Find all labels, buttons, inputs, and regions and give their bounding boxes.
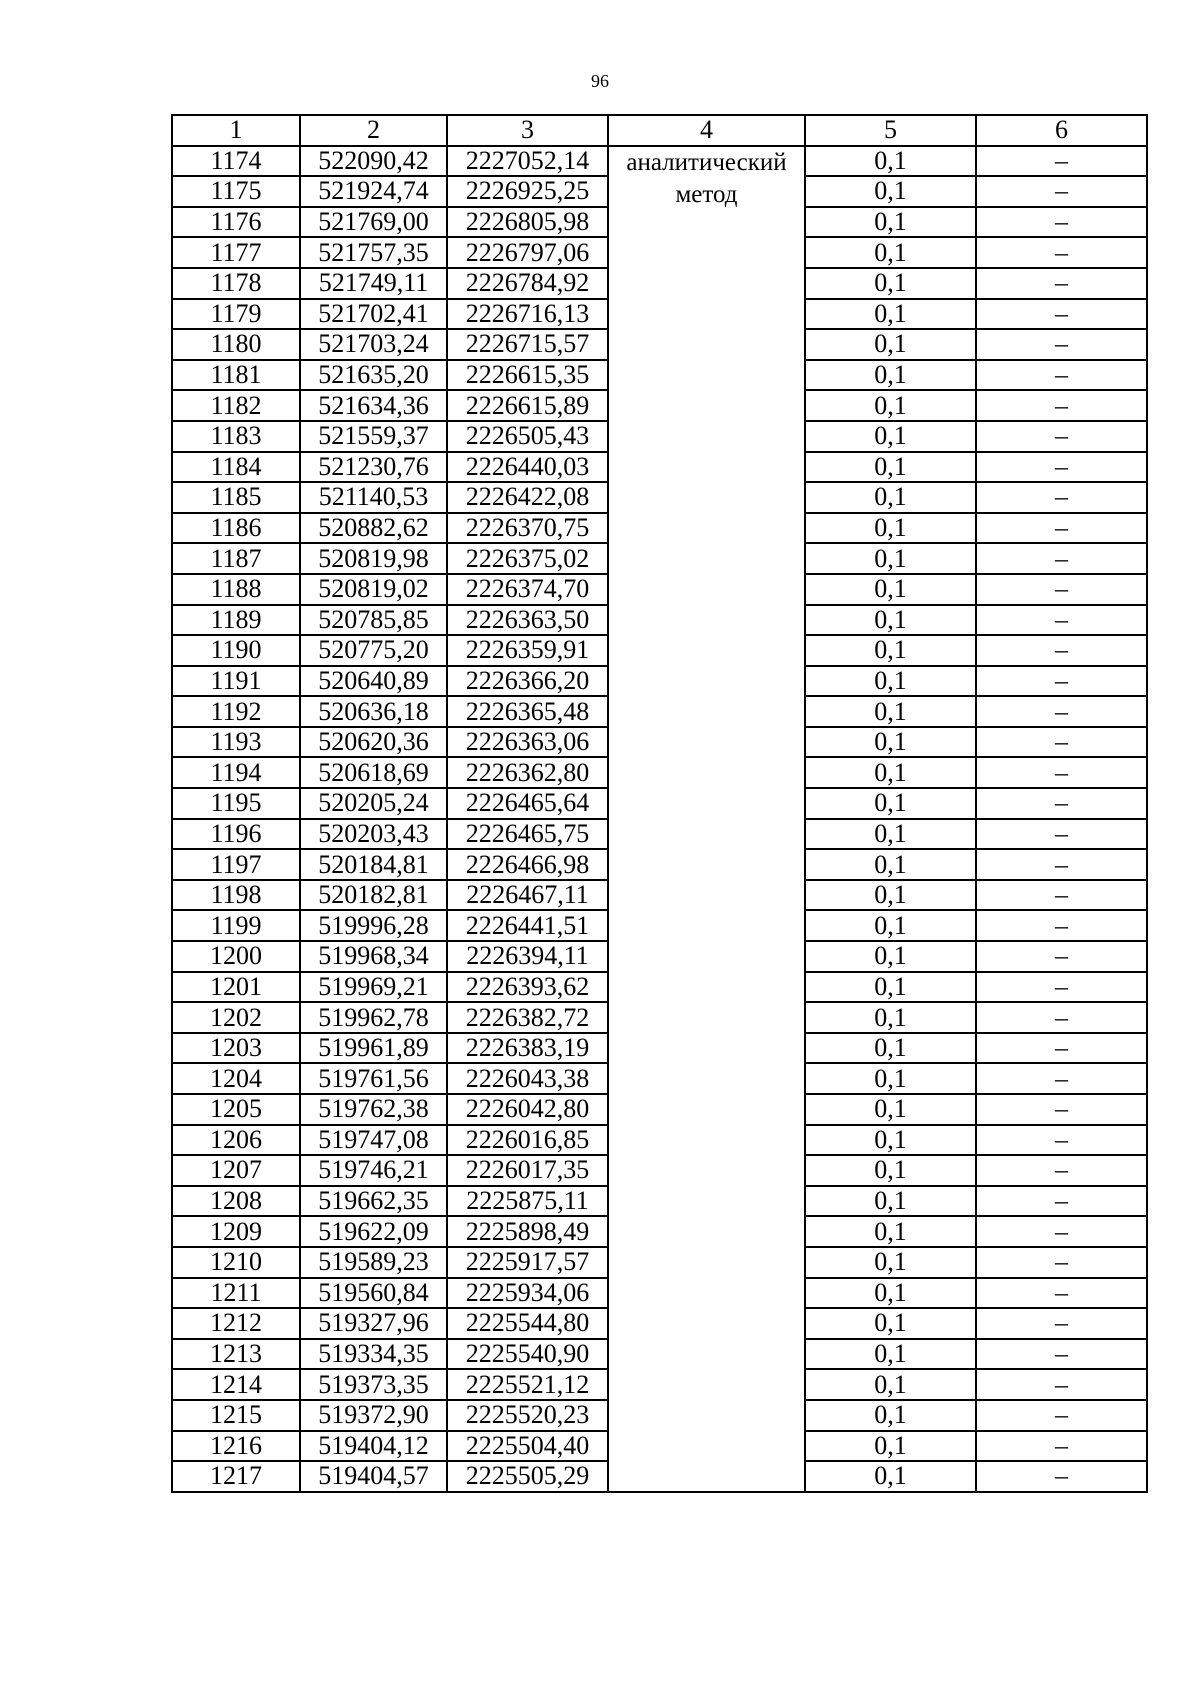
coord-x-cell: 519962,78 xyxy=(300,1002,447,1033)
coord-x-cell: 520785,85 xyxy=(300,605,447,636)
point-number-cell: 1190 xyxy=(172,635,300,666)
accuracy-cell: 0,1 xyxy=(805,207,976,238)
note-cell: – xyxy=(976,635,1147,666)
coord-x-cell: 521924,74 xyxy=(300,176,447,207)
coord-x-cell: 520182,81 xyxy=(300,880,447,911)
note-cell: – xyxy=(976,1369,1147,1400)
point-number-cell: 1212 xyxy=(172,1308,300,1339)
note-cell: – xyxy=(976,757,1147,788)
point-number-cell: 1192 xyxy=(172,696,300,727)
accuracy-cell: 0,1 xyxy=(805,1247,976,1278)
coord-x-cell: 520882,62 xyxy=(300,513,447,544)
point-number-cell: 1189 xyxy=(172,605,300,636)
note-cell: – xyxy=(976,880,1147,911)
point-number-cell: 1197 xyxy=(172,849,300,880)
coord-y-cell: 2226393,62 xyxy=(447,972,608,1003)
accuracy-cell: 0,1 xyxy=(805,972,976,1003)
accuracy-cell: 0,1 xyxy=(805,757,976,788)
coord-y-cell: 2226466,98 xyxy=(447,849,608,880)
coord-x-cell: 519560,84 xyxy=(300,1278,447,1309)
table-row xyxy=(172,146,1147,177)
note-cell: – xyxy=(976,972,1147,1003)
note-cell: – xyxy=(976,1278,1147,1309)
note-cell: – xyxy=(976,452,1147,483)
coord-y-cell: 2226615,35 xyxy=(447,360,608,391)
note-cell: – xyxy=(976,1247,1147,1278)
coord-y-cell: 2226362,80 xyxy=(447,757,608,788)
coord-y-cell: 2226805,98 xyxy=(447,207,608,238)
coord-y-cell: 2226043,38 xyxy=(447,1063,608,1094)
note-cell: – xyxy=(976,1431,1147,1462)
coord-y-cell: 2227052,14 xyxy=(447,146,608,177)
point-number-cell: 1201 xyxy=(172,972,300,1003)
note-cell: – xyxy=(976,1155,1147,1186)
coord-x-cell: 520640,89 xyxy=(300,666,447,697)
accuracy-cell: 0,1 xyxy=(805,146,976,177)
coord-y-cell: 2225505,29 xyxy=(447,1461,608,1492)
page-number: 96 xyxy=(591,71,609,91)
coord-y-cell: 2226363,06 xyxy=(447,727,608,758)
accuracy-cell: 0,1 xyxy=(805,390,976,421)
point-number-cell: 1217 xyxy=(172,1461,300,1492)
point-number-cell: 1216 xyxy=(172,1431,300,1462)
point-number-cell: 1179 xyxy=(172,299,300,330)
coord-y-cell: 2225875,11 xyxy=(447,1186,608,1217)
coord-x-cell: 519762,38 xyxy=(300,1094,447,1125)
accuracy-cell: 0,1 xyxy=(805,605,976,636)
note-cell: – xyxy=(976,421,1147,452)
note-cell: – xyxy=(976,299,1147,330)
accuracy-cell: 0,1 xyxy=(805,1002,976,1033)
accuracy-cell: 0,1 xyxy=(805,1369,976,1400)
coord-x-cell: 520203,43 xyxy=(300,819,447,850)
accuracy-cell: 0,1 xyxy=(805,237,976,268)
note-cell: – xyxy=(976,1063,1147,1094)
coord-x-cell: 520184,81 xyxy=(300,849,447,880)
point-number-cell: 1187 xyxy=(172,543,300,574)
note-cell: – xyxy=(976,788,1147,819)
note-cell: – xyxy=(976,207,1147,238)
point-number-cell: 1184 xyxy=(172,452,300,483)
accuracy-cell: 0,1 xyxy=(805,482,976,513)
note-cell: – xyxy=(976,1400,1147,1431)
header-col-3: 3 xyxy=(447,115,608,146)
accuracy-cell: 0,1 xyxy=(805,452,976,483)
accuracy-cell: 0,1 xyxy=(805,329,976,360)
coord-x-cell: 519404,12 xyxy=(300,1431,447,1462)
note-cell: – xyxy=(976,360,1147,391)
point-number-cell: 1181 xyxy=(172,360,300,391)
note-cell: – xyxy=(976,513,1147,544)
note-cell: – xyxy=(976,1461,1147,1492)
accuracy-cell: 0,1 xyxy=(805,1186,976,1217)
accuracy-cell: 0,1 xyxy=(805,1155,976,1186)
point-number-cell: 1174 xyxy=(172,146,300,177)
accuracy-cell: 0,1 xyxy=(805,727,976,758)
point-number-cell: 1199 xyxy=(172,910,300,941)
point-number-cell: 1203 xyxy=(172,1033,300,1064)
accuracy-cell: 0,1 xyxy=(805,268,976,299)
point-number-cell: 1213 xyxy=(172,1339,300,1370)
coord-y-cell: 2225540,90 xyxy=(447,1339,608,1370)
coord-y-cell: 2225934,06 xyxy=(447,1278,608,1309)
note-cell: – xyxy=(976,329,1147,360)
point-number-cell: 1195 xyxy=(172,788,300,819)
point-number-cell: 1215 xyxy=(172,1400,300,1431)
accuracy-cell: 0,1 xyxy=(805,941,976,972)
accuracy-cell: 0,1 xyxy=(805,1278,976,1309)
note-cell: – xyxy=(976,696,1147,727)
note-cell: – xyxy=(976,390,1147,421)
coord-x-cell: 521140,53 xyxy=(300,482,447,513)
table-header-row xyxy=(172,115,1147,146)
coord-y-cell: 2226374,70 xyxy=(447,574,608,605)
accuracy-cell: 0,1 xyxy=(805,421,976,452)
note-cell: – xyxy=(976,941,1147,972)
coord-x-cell: 522090,42 xyxy=(300,146,447,177)
point-number-cell: 1198 xyxy=(172,880,300,911)
coord-x-cell: 519589,23 xyxy=(300,1247,447,1278)
accuracy-cell: 0,1 xyxy=(805,849,976,880)
note-cell: – xyxy=(976,1002,1147,1033)
coord-y-cell: 2226715,57 xyxy=(447,329,608,360)
coord-y-cell: 2225520,23 xyxy=(447,1400,608,1431)
accuracy-cell: 0,1 xyxy=(805,666,976,697)
accuracy-cell: 0,1 xyxy=(805,360,976,391)
coord-y-cell: 2225521,12 xyxy=(447,1369,608,1400)
note-cell: – xyxy=(976,1033,1147,1064)
coord-y-cell: 2225504,40 xyxy=(447,1431,608,1462)
accuracy-cell: 0,1 xyxy=(805,788,976,819)
coord-x-cell: 521635,20 xyxy=(300,360,447,391)
coord-y-cell: 2226784,92 xyxy=(447,268,608,299)
coord-y-cell: 2225544,80 xyxy=(447,1308,608,1339)
coord-x-cell: 520618,69 xyxy=(300,757,447,788)
note-cell: – xyxy=(976,727,1147,758)
accuracy-cell: 0,1 xyxy=(805,543,976,574)
accuracy-cell: 0,1 xyxy=(805,176,976,207)
point-number-cell: 1210 xyxy=(172,1247,300,1278)
point-number-cell: 1175 xyxy=(172,176,300,207)
coord-y-cell: 2226797,06 xyxy=(447,237,608,268)
coord-x-cell: 521757,35 xyxy=(300,237,447,268)
coord-y-cell: 2226716,13 xyxy=(447,299,608,330)
coord-x-cell: 521702,41 xyxy=(300,299,447,330)
coord-y-cell: 2226422,08 xyxy=(447,482,608,513)
note-cell: – xyxy=(976,1339,1147,1370)
note-cell: – xyxy=(976,237,1147,268)
note-cell: – xyxy=(976,482,1147,513)
coord-x-cell: 519968,34 xyxy=(300,941,447,972)
coord-x-cell: 521634,36 xyxy=(300,390,447,421)
coord-y-cell: 2226440,03 xyxy=(447,452,608,483)
point-number-cell: 1206 xyxy=(172,1125,300,1156)
note-cell: – xyxy=(976,1216,1147,1247)
note-cell: – xyxy=(976,176,1147,207)
point-number-cell: 1208 xyxy=(172,1186,300,1217)
accuracy-cell: 0,1 xyxy=(805,1308,976,1339)
coord-y-cell: 2225898,49 xyxy=(447,1216,608,1247)
header-col-1: 1 xyxy=(172,115,300,146)
coord-x-cell: 519969,21 xyxy=(300,972,447,1003)
accuracy-cell: 0,1 xyxy=(805,1125,976,1156)
coord-x-cell: 519747,08 xyxy=(300,1125,447,1156)
coord-x-cell: 520636,18 xyxy=(300,696,447,727)
note-cell: – xyxy=(976,849,1147,880)
coord-y-cell: 2225917,57 xyxy=(447,1247,608,1278)
coord-x-cell: 520620,36 xyxy=(300,727,447,758)
coord-y-cell: 2226925,25 xyxy=(447,176,608,207)
coord-x-cell: 520819,98 xyxy=(300,543,447,574)
coord-x-cell: 519961,89 xyxy=(300,1033,447,1064)
coord-y-cell: 2226383,19 xyxy=(447,1033,608,1064)
point-number-cell: 1180 xyxy=(172,329,300,360)
coord-x-cell: 519327,96 xyxy=(300,1308,447,1339)
coord-y-cell: 2226465,64 xyxy=(447,788,608,819)
coord-y-cell: 2226366,20 xyxy=(447,666,608,697)
coord-y-cell: 2226017,35 xyxy=(447,1155,608,1186)
point-number-cell: 1182 xyxy=(172,390,300,421)
coord-y-cell: 2226467,11 xyxy=(447,880,608,911)
table-body xyxy=(172,146,1147,1492)
accuracy-cell: 0,1 xyxy=(805,1400,976,1431)
coord-x-cell: 520775,20 xyxy=(300,635,447,666)
note-cell: – xyxy=(976,146,1147,177)
point-number-cell: 1183 xyxy=(172,421,300,452)
point-number-cell: 1205 xyxy=(172,1094,300,1125)
coord-x-cell: 519372,90 xyxy=(300,1400,447,1431)
point-number-cell: 1178 xyxy=(172,268,300,299)
point-number-cell: 1207 xyxy=(172,1155,300,1186)
note-cell: – xyxy=(976,819,1147,850)
accuracy-cell: 0,1 xyxy=(805,1339,976,1370)
accuracy-cell: 0,1 xyxy=(805,880,976,911)
coord-x-cell: 519334,35 xyxy=(300,1339,447,1370)
note-cell: – xyxy=(976,1125,1147,1156)
coord-y-cell: 2226382,72 xyxy=(447,1002,608,1033)
accuracy-cell: 0,1 xyxy=(805,574,976,605)
accuracy-cell: 0,1 xyxy=(805,1431,976,1462)
coord-x-cell: 520819,02 xyxy=(300,574,447,605)
coordinates-table xyxy=(171,114,1148,1493)
coord-x-cell: 519996,28 xyxy=(300,910,447,941)
coord-y-cell: 2226042,80 xyxy=(447,1094,608,1125)
coord-y-cell: 2226359,91 xyxy=(447,635,608,666)
header-col-6: 6 xyxy=(976,115,1147,146)
coord-x-cell: 519761,56 xyxy=(300,1063,447,1094)
note-cell: – xyxy=(976,666,1147,697)
accuracy-cell: 0,1 xyxy=(805,696,976,727)
point-number-cell: 1177 xyxy=(172,237,300,268)
method-cell: аналитический метод xyxy=(608,146,805,1492)
point-number-cell: 1196 xyxy=(172,819,300,850)
coord-x-cell: 519622,09 xyxy=(300,1216,447,1247)
coord-y-cell: 2226505,43 xyxy=(447,421,608,452)
note-cell: – xyxy=(976,574,1147,605)
coord-x-cell: 521230,76 xyxy=(300,452,447,483)
coord-y-cell: 2226394,11 xyxy=(447,941,608,972)
coord-x-cell: 519662,35 xyxy=(300,1186,447,1217)
accuracy-cell: 0,1 xyxy=(805,1063,976,1094)
point-number-cell: 1214 xyxy=(172,1369,300,1400)
point-number-cell: 1204 xyxy=(172,1063,300,1094)
point-number-cell: 1194 xyxy=(172,757,300,788)
accuracy-cell: 0,1 xyxy=(805,1094,976,1125)
note-cell: – xyxy=(976,1094,1147,1125)
point-number-cell: 1185 xyxy=(172,482,300,513)
coord-y-cell: 2226370,75 xyxy=(447,513,608,544)
coord-x-cell: 519404,57 xyxy=(300,1461,447,1492)
coord-x-cell: 521703,24 xyxy=(300,329,447,360)
coord-y-cell: 2226465,75 xyxy=(447,819,608,850)
coord-x-cell: 521769,00 xyxy=(300,207,447,238)
point-number-cell: 1202 xyxy=(172,1002,300,1033)
note-cell: – xyxy=(976,268,1147,299)
coord-y-cell: 2226016,85 xyxy=(447,1125,608,1156)
header-col-4: 4 xyxy=(608,115,805,146)
coord-x-cell: 520205,24 xyxy=(300,788,447,819)
coord-y-cell: 2226375,02 xyxy=(447,543,608,574)
note-cell: – xyxy=(976,605,1147,636)
note-cell: – xyxy=(976,910,1147,941)
coord-y-cell: 2226615,89 xyxy=(447,390,608,421)
point-number-cell: 1188 xyxy=(172,574,300,605)
coord-y-cell: 2226441,51 xyxy=(447,910,608,941)
coord-y-cell: 2226365,48 xyxy=(447,696,608,727)
note-cell: – xyxy=(976,543,1147,574)
accuracy-cell: 0,1 xyxy=(805,299,976,330)
accuracy-cell: 0,1 xyxy=(805,819,976,850)
note-cell: – xyxy=(976,1308,1147,1339)
accuracy-cell: 0,1 xyxy=(805,910,976,941)
point-number-cell: 1186 xyxy=(172,513,300,544)
coord-y-cell: 2226363,50 xyxy=(447,605,608,636)
coord-x-cell: 521749,11 xyxy=(300,268,447,299)
point-number-cell: 1193 xyxy=(172,727,300,758)
accuracy-cell: 0,1 xyxy=(805,635,976,666)
point-number-cell: 1211 xyxy=(172,1278,300,1309)
accuracy-cell: 0,1 xyxy=(805,1461,976,1492)
accuracy-cell: 0,1 xyxy=(805,513,976,544)
header-col-2: 2 xyxy=(300,115,447,146)
point-number-cell: 1191 xyxy=(172,666,300,697)
accuracy-cell: 0,1 xyxy=(805,1033,976,1064)
note-cell: – xyxy=(976,1186,1147,1217)
coord-x-cell: 521559,37 xyxy=(300,421,447,452)
coord-x-cell: 519746,21 xyxy=(300,1155,447,1186)
point-number-cell: 1209 xyxy=(172,1216,300,1247)
coord-x-cell: 519373,35 xyxy=(300,1369,447,1400)
accuracy-cell: 0,1 xyxy=(805,1216,976,1247)
point-number-cell: 1176 xyxy=(172,207,300,238)
point-number-cell: 1200 xyxy=(172,941,300,972)
header-col-5: 5 xyxy=(805,115,976,146)
